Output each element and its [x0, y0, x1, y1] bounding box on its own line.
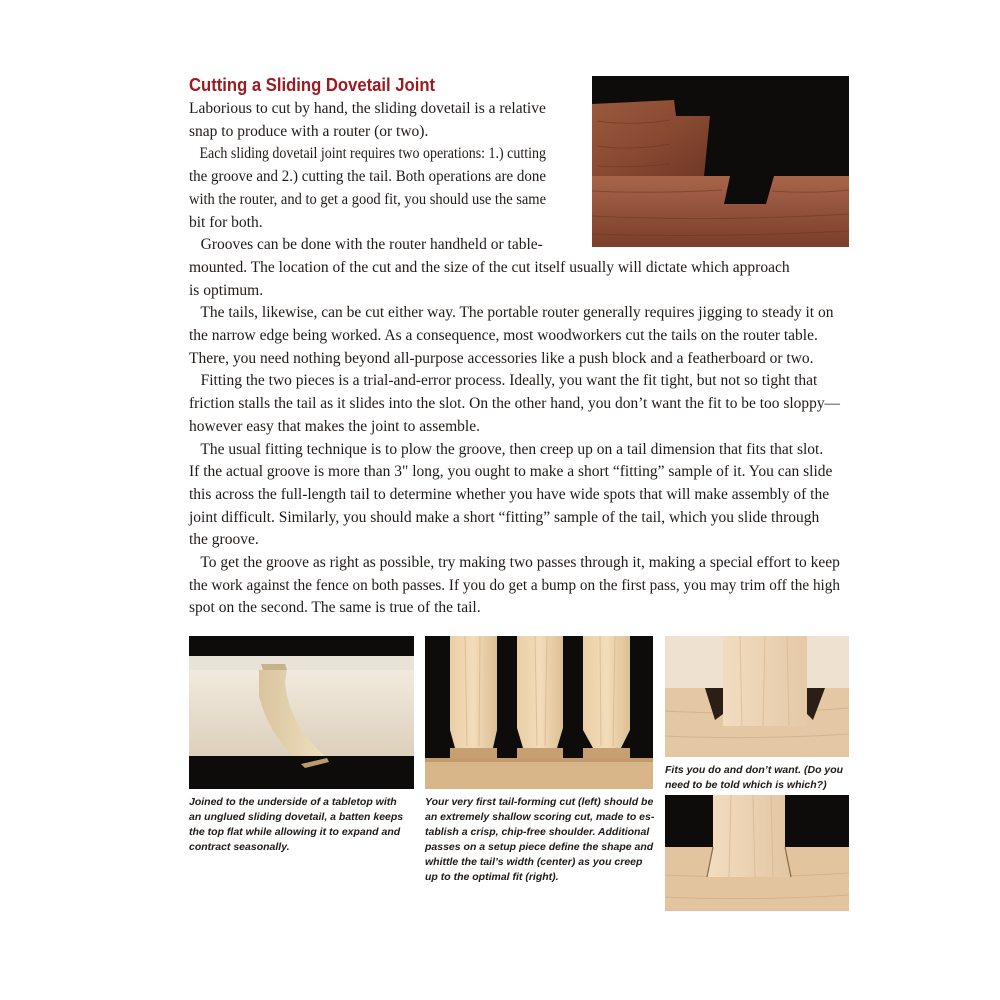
body-text-line: friction stalls the tail as it slides into the slot. On the other hand, you don’t want the fit to be too sloppy—	[189, 395, 840, 413]
article-heading: Cutting a Sliding Dovetail Joint	[189, 74, 436, 95]
caption-line: an extremely shallow scoring cut, made to es-	[425, 811, 655, 823]
caption-line: contract seasonally.	[189, 841, 290, 853]
body-text-line: this across the full-length tail to determine whether you have wide spots that will make assembly of the	[189, 485, 830, 503]
body-text-line: The tails, likewise, can be cut either way. The portable router generally requires jigging to steady it on	[189, 304, 834, 322]
tails-caption	[425, 795, 654, 885]
body-text-line: spot on the second. The same is true of the tail.	[189, 599, 481, 617]
caption-line: an unglued sliding dovetail, a batten keeps	[189, 811, 404, 823]
body-text-line: The usual fitting technique is to plow the groove, then creep up on a tail dimension that fits that slot.	[189, 440, 824, 458]
caption-line: need to be told which is which?)	[665, 779, 827, 791]
body-text-line: Laborious to cut by hand, the sliding dovetail is a relative	[189, 100, 546, 117]
caption-line: the top flat while allowing it to expand and	[189, 826, 401, 838]
body-text-line: the groove and 2.) cutting the tail. Both operations are done	[189, 168, 546, 186]
body-text-line: Fitting the two pieces is a trial-and-error process. Ideally, you want the fit tight, but not so tight that	[189, 372, 818, 390]
body-text-line: the work against the fence on both passes. If you do get a bump on the first pass, you may trim off the high	[189, 576, 841, 594]
body-text-line: is optimum.	[189, 281, 264, 299]
batten-caption	[189, 795, 403, 855]
body-text-line: however easy that makes the joint to assemble.	[189, 417, 480, 435]
caption-line: Fits you do and don’t want. (Do you	[665, 764, 844, 776]
body-text-line: Grooves can be done with the router handheld or table-	[189, 236, 543, 254]
three-tails-photo	[425, 636, 653, 789]
walnut-dovetail-photo	[592, 76, 849, 247]
body-text-line: joint difficult. Similarly, you should make a short “fitting” sample of the tail, which you slide through	[189, 508, 820, 526]
body-text-line: To get the groove as right as possible, try making two passes through it, making a special effort to keep	[189, 554, 840, 571]
body-text-line: with the router, and to get a good fit, you should use the same	[189, 190, 547, 208]
body-text-line: mounted. The location of the cut and the size of the cut itself usually will dictate which approach	[189, 258, 790, 276]
caption-line: Joined to the underside of a tabletop with	[189, 796, 397, 808]
caption-line: up to the optimal fit (right).	[425, 871, 559, 883]
caption-line: Your very first tail-forming cut (left) should be	[425, 796, 654, 808]
body-text-line: If the actual groove is more than 3" long, you ought to make a short “fitting” sample of it. You can slide	[189, 463, 833, 481]
body-text-line: the groove.	[189, 531, 259, 549]
loose-fit-photo	[665, 636, 849, 757]
caption-line: passes on a setup piece define the shape and	[425, 841, 654, 853]
fits-caption	[665, 763, 843, 793]
good-fit-photo	[665, 795, 849, 911]
body-text-line: the narrow edge being worked. As a consequence, most woodworkers cut the tails on the router table.	[189, 327, 818, 344]
batten-dovetail-photo	[189, 636, 414, 789]
caption-line: whittle the tail’s width (center) as you creep	[425, 856, 643, 868]
caption-line: tablish a crisp, chip-free shoulder. Additional	[425, 826, 650, 838]
body-text-line: There, you need nothing beyond all-purpose accessories like a push block and a featherboard or two.	[189, 349, 814, 367]
body-text-line: bit for both.	[189, 213, 263, 231]
body-text-line: snap to produce with a router (or two).	[189, 122, 429, 140]
body-text-line: Each sliding dovetail joint requires two operations: 1.) cutting	[189, 145, 546, 163]
